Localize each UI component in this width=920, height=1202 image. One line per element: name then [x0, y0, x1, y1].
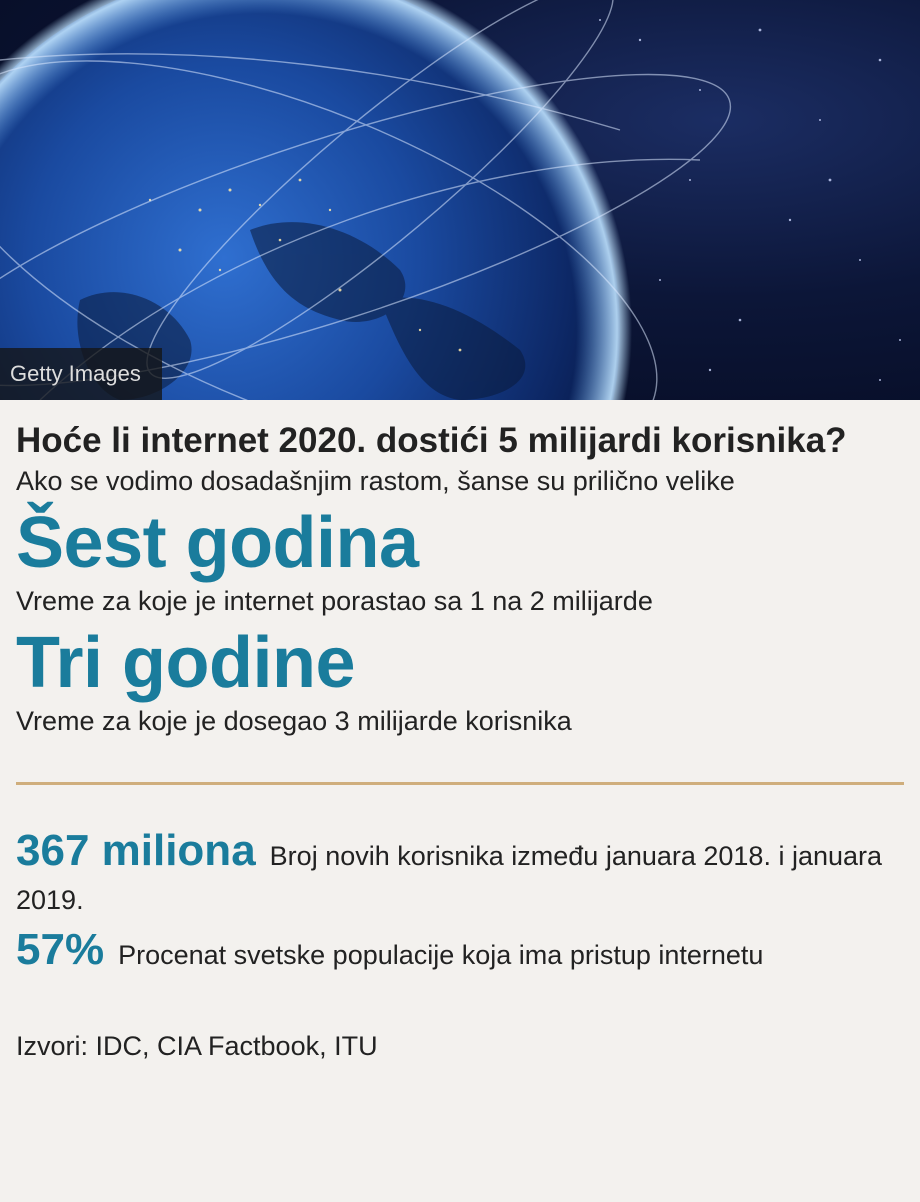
- photo-credit: Getty Images: [0, 348, 162, 400]
- fact-text-1: Vreme za koje je internet porastao sa 1 na 2 milijarde: [16, 586, 653, 616]
- subtitle: Ako se vodimo dosadašnjim rastom, šanse su prilično velike: [16, 466, 735, 496]
- stat-1: [16, 826, 904, 922]
- earth-globe-image: [0, 0, 920, 400]
- fact-value-1: Šest godina: [16, 503, 419, 583]
- stat-text-1: Broj novih korisnika između januara 2018. i januara 2019.: [16, 841, 883, 915]
- divider: [16, 782, 904, 785]
- hero-image: [0, 0, 920, 400]
- fact-text-2: Vreme za koje je dosegao 3 milijarde korisnika: [16, 706, 572, 736]
- stat-text-2: Procenat svetske populacije koja ima pristup internetu: [118, 940, 764, 970]
- stat-2: [16, 925, 904, 977]
- page-title: Hoće li internet 2020. dostići 5 milijardi korisnika?: [16, 421, 847, 460]
- source-note: Izvori: IDC, CIA Factbook, ITU: [16, 1031, 378, 1061]
- stat-value-1: 367 miliona: [16, 826, 256, 875]
- stat-value-2: 57%: [16, 925, 105, 974]
- infographic-body: [0, 400, 920, 1063]
- fact-value-2: Tri godine: [16, 623, 356, 703]
